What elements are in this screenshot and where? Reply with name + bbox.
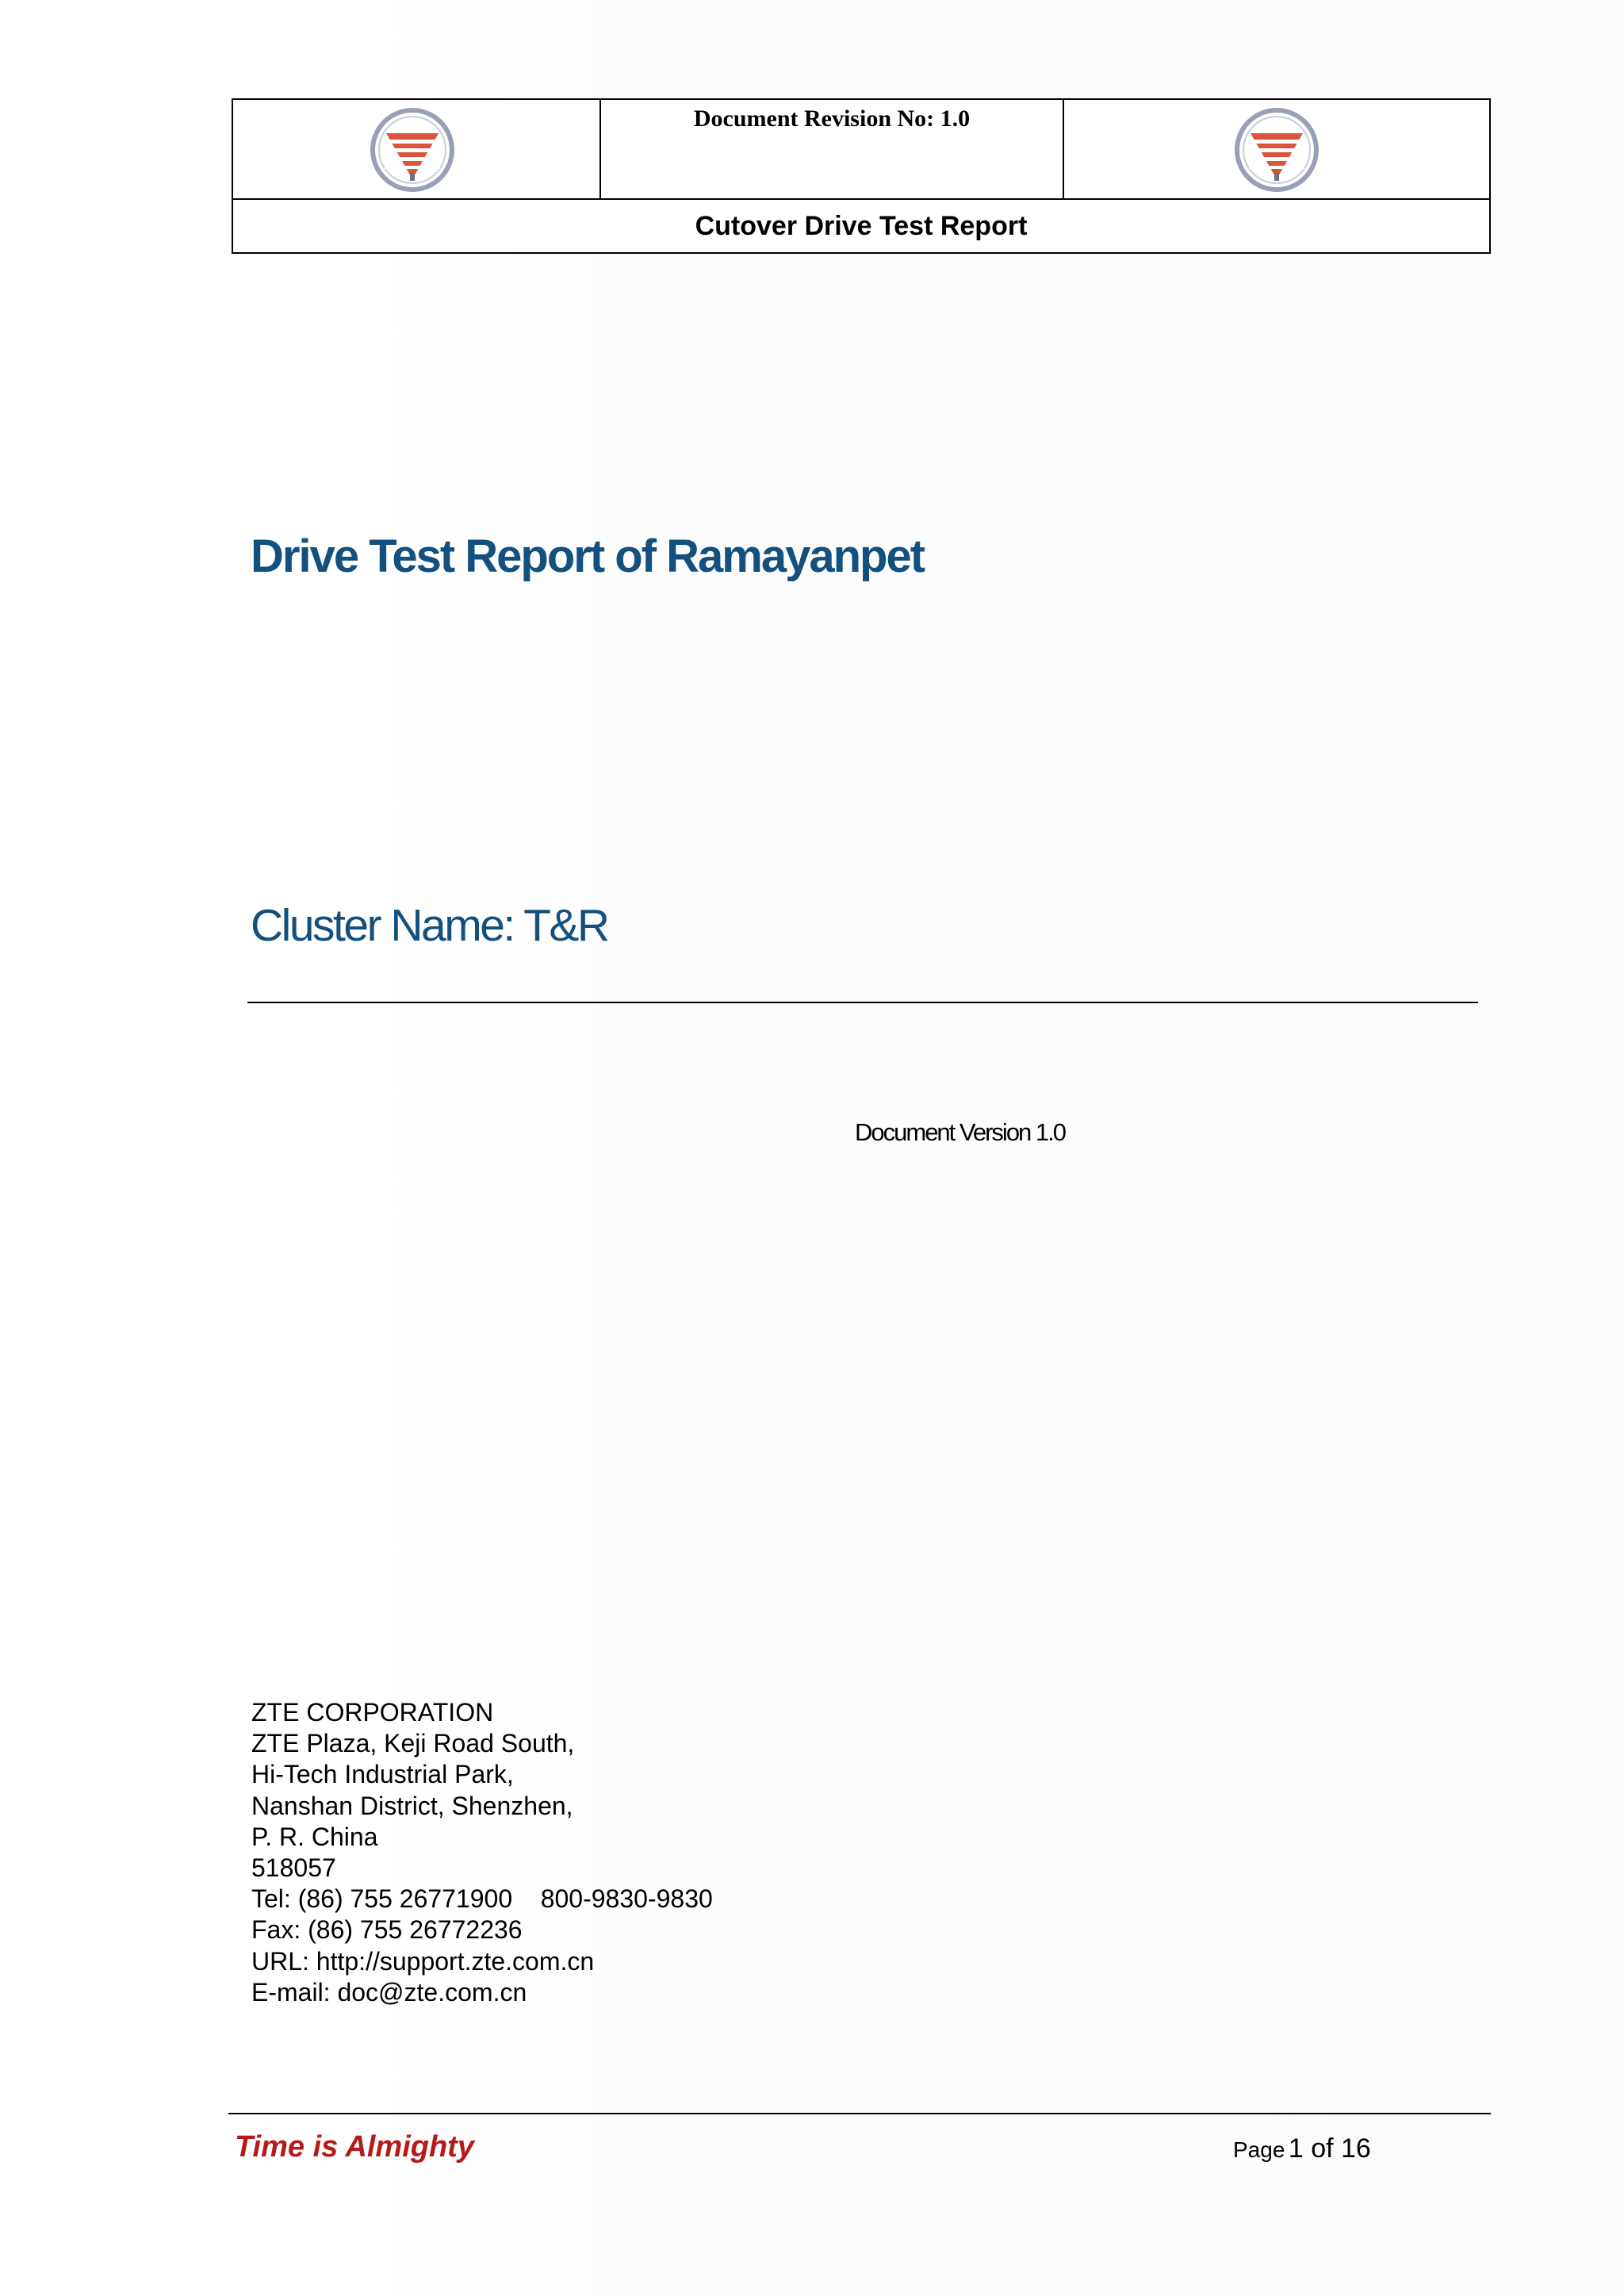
company-address: [251, 1697, 713, 2008]
report-name: Cutover Drive Test Report: [695, 211, 1028, 241]
divider: [247, 1002, 1478, 1003]
document-version: Document Version 1.0: [855, 1118, 1066, 1146]
address-line: Tel: (86) 755 26771900 800-9830-9830: [251, 1884, 713, 1914]
zte-logo-icon: [369, 106, 456, 194]
address-line: 518057: [251, 1853, 336, 1883]
footer-slogan: Time is Almighty: [235, 2130, 474, 2164]
address-line: ZTE Plaza, Keji Road South,: [251, 1729, 575, 1758]
header-logo-cell-left: [233, 100, 601, 198]
address-line: ZTE CORPORATION: [251, 1698, 494, 1727]
header-table: [232, 98, 1491, 254]
address-line: P. R. China: [251, 1822, 378, 1851]
page-number: [1233, 2133, 1371, 2164]
footer-divider: [228, 2113, 1491, 2114]
address-line: Nanshan District, Shenzhen,: [251, 1791, 573, 1820]
header-revision-cell: [601, 100, 1064, 198]
page-word: Page: [1233, 2137, 1285, 2162]
page-of: 1 of 16: [1288, 2133, 1371, 2164]
cluster-name: Cluster Name: T&R: [251, 900, 608, 951]
address-line: Hi-Tech Industrial Park,: [251, 1760, 514, 1789]
page-title: Drive Test Report of Ramayanpet: [251, 531, 925, 582]
header-row: [233, 100, 1489, 200]
address-line: URL: http://support.zte.com.cn: [251, 1946, 595, 1976]
zte-logo-icon: [1233, 106, 1320, 194]
address-line: E-mail: doc@zte.com.cn: [251, 1977, 527, 2007]
address-line: Fax: (86) 755 26772236: [251, 1915, 523, 1945]
document-revision: Document Revision No: 1.0: [693, 105, 971, 132]
header-logo-cell-right: [1064, 100, 1489, 198]
